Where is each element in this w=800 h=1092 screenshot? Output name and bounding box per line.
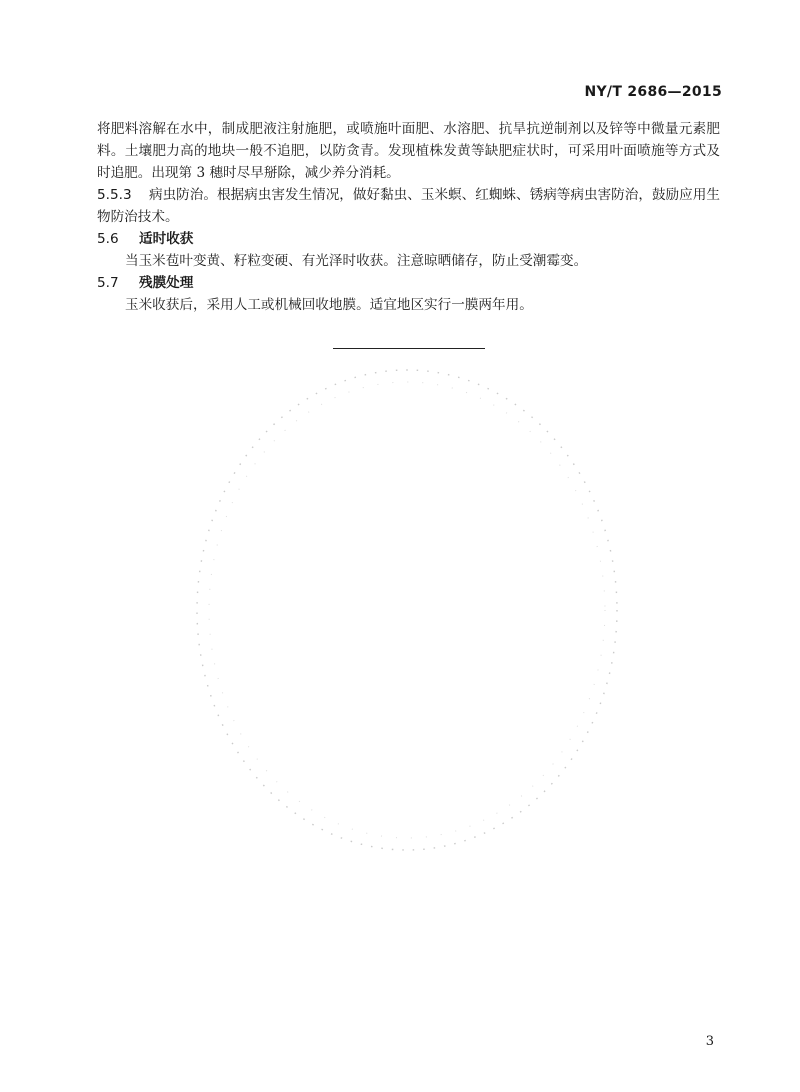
faint-circular-seal-icon [182,360,632,860]
section-title: 残膜处理 [139,275,194,291]
body-content [97,118,720,316]
clause-number: 5.5.3 [97,187,132,203]
section-number: 5.7 [97,275,119,291]
section-title: 适时收获 [139,231,194,247]
standard-number: NY/T 2686—2015 [584,84,722,100]
section-5-7-text: 玉米收获后，采用人工或机械回收地膜。适宜地区实行一膜两年用。 [125,297,533,313]
page-number: 3 [705,1034,714,1049]
section-5-7-heading [97,272,720,294]
section-5-6-heading [97,228,720,250]
section-number: 5.6 [97,231,119,247]
section-5-6-text: 当玉米苞叶变黄、籽粒变硬、有光泽时收获。注意晾晒储存，防止受潮霉变。 [125,253,588,269]
clause-5-5-3 [97,184,720,228]
end-rule [333,348,485,349]
paragraph-fertilizer: 将肥料溶解在水中，制成肥液注射施肥，或喷施叶面肥、水溶肥、抗旱抗逆制剂以及锌等中微量元素肥料。土壤肥力高的地块一般不追肥，以防贪青。发现植株发黄等缺肥症状时，可采用叶面喷施等方式及时追肥。出现第 3 穗时尽早掰除，减少养分消耗。 [97,121,720,181]
clause-text: 病虫防治。根据病虫害发生情况，做好黏虫、玉米螟、红蜘蛛、锈病等病虫害防治，鼓励应用生物防治技术。 [97,187,720,225]
